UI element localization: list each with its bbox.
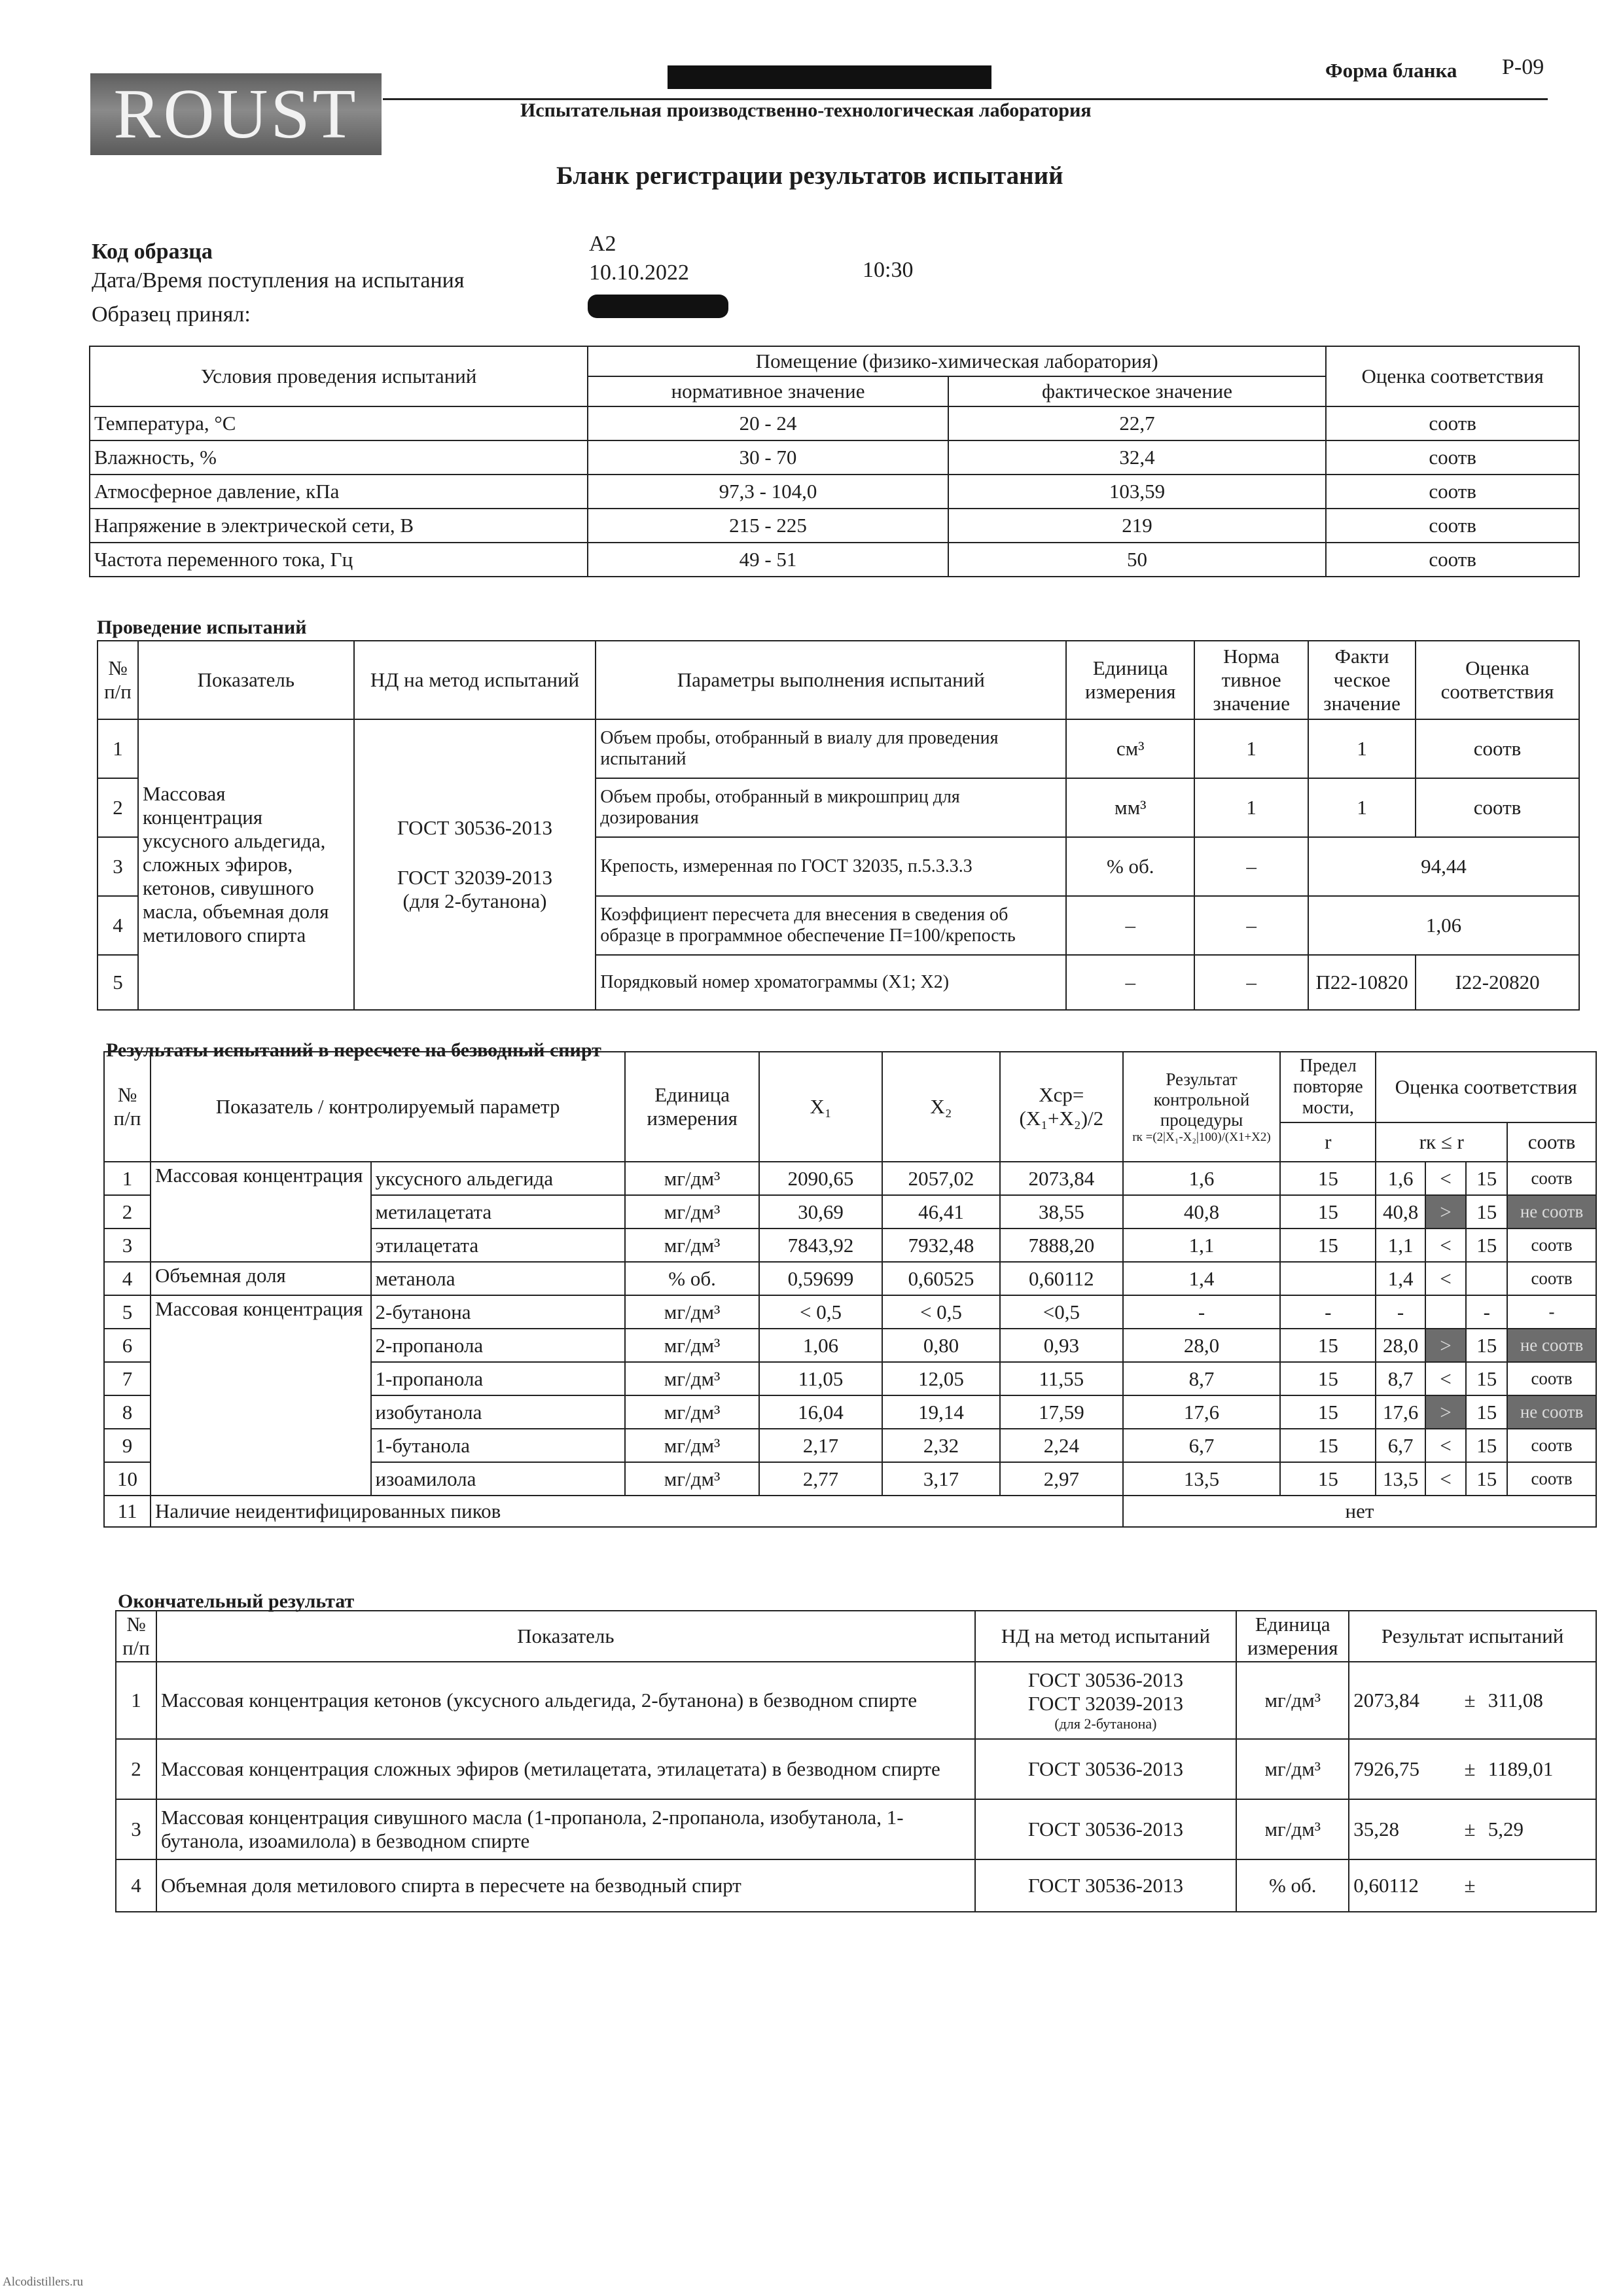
test-norm: 1 [1194,719,1308,778]
results-h-rk: rк ≤ r [1376,1122,1507,1162]
results-title: Результаты испытаний в пересчете на безводный спирт [106,1039,601,1061]
result-control: 1,1 [1123,1229,1280,1262]
final-indicator: Массовая концентрация кетонов (уксусного альдегида, 2-бутанона) в безводном спирте [156,1662,975,1739]
result-unit: мг/дм³ [625,1195,759,1229]
result-row [104,1162,1596,1195]
final-nd3: (для 2-бутанона) [1054,1715,1157,1732]
redacted-header [668,65,991,89]
final-nd2: ГОСТ 32039-2013 [1027,1692,1183,1715]
conditions-table [89,346,1580,577]
result-num: 3 [104,1229,151,1262]
tests-h-unit: Единица измерения [1066,641,1194,719]
test-norm: – [1194,837,1308,896]
final-title: Окончательный результат [118,1590,355,1612]
test-param: Коэффициент пересчета для внесения в сведения об образце в программное обеспечение П=100/крепость [596,896,1066,955]
result-xcp: 38,55 [1000,1195,1123,1229]
final-pm: ± [1464,1818,1476,1840]
test-unit: см³ [1066,719,1194,778]
result-name: этилацетата [371,1229,626,1262]
tests-h-assess: Оценка соответствия [1416,641,1579,719]
result-group-label: Массовая концентрация [151,1295,370,1496]
result-x2: 12,05 [882,1362,1000,1395]
result-x2: 2057,02 [882,1162,1000,1195]
final-nd: ГОСТ 30536-2013 [975,1799,1237,1859]
final-num: 1 [116,1662,156,1739]
result-name: уксусного альдегида [371,1162,626,1195]
test-fact: 1 [1308,778,1416,837]
test-value: 94,44 [1308,837,1579,896]
final-err: 1189,01 [1488,1757,1554,1780]
sample-code-label: Код образца [92,240,213,264]
result-x1: 2090,65 [759,1162,882,1195]
final-result [1349,1662,1596,1739]
condition-norm: 49 - 51 [588,543,948,577]
result-limit [1280,1262,1376,1295]
result-xcp: 7888,20 [1000,1229,1123,1262]
result-name: изобутанола [371,1395,626,1429]
result-x2: 19,14 [882,1395,1000,1429]
result-rk: 13,5 [1376,1462,1425,1496]
final-pm: ± [1464,1689,1476,1712]
result-xcp: 0,93 [1000,1329,1123,1362]
test-value: 1,06 [1308,896,1579,955]
result-limit: 15 [1280,1229,1376,1262]
result-num: 2 [104,1195,151,1229]
final-indicator: Массовая концентрация сивушного масла (1-пропанола, 2-пропанола, изобутанола, 1-бутанола, изоамилола) в безводном спирте [156,1799,975,1859]
result-name: метилацетата [371,1195,626,1229]
result-unit: мг/дм³ [625,1229,759,1262]
final-unit: % об. [1236,1859,1349,1912]
result-lim: 15 [1466,1429,1507,1462]
final-table [115,1610,1597,1912]
condition-norm: 97,3 - 104,0 [588,475,948,509]
result-unidentified-value: нет [1123,1496,1596,1527]
result-op: > [1425,1195,1467,1229]
result-rk: 1,1 [1376,1229,1425,1262]
result-limit: 15 [1280,1329,1376,1362]
result-name: 2-пропанола [371,1329,626,1362]
results-h-limit: Предел повторяе мости, [1280,1052,1376,1122]
result-assess: соотв [1507,1462,1596,1496]
result-assess: не соотв [1507,1329,1596,1362]
final-h-indicator: Показатель [156,1611,975,1662]
condition-norm: 215 - 225 [588,509,948,543]
results-h-control-formula: rк =(2|X₁-X₂|100)/(X1+X2) [1132,1130,1271,1144]
results-h-xcp: Xср= (X₁+X₂)/2 [1000,1052,1123,1162]
test-param: Объем пробы, отобранный в виалу для проведения испытаний [596,719,1066,778]
results-h-unit: Единица измерения [625,1052,759,1162]
result-control: 40,8 [1123,1195,1280,1229]
result-xcp: <0,5 [1000,1295,1123,1329]
condition-name: Влажность, % [90,440,588,475]
result-num: 9 [104,1429,151,1462]
test-fact: 1 [1308,719,1416,778]
test-norm: – [1194,955,1308,1010]
test-fact: П22-10820 [1308,955,1416,1010]
tests-h-params: Параметры выполнения испытаний [596,641,1066,719]
result-num: 11 [104,1496,151,1527]
result-name: метанола [371,1262,626,1295]
result-name: изоамилола [371,1462,626,1496]
tests-nd3: (для 2-бутанона) [402,889,547,912]
final-h-result: Результат испытаний [1349,1611,1596,1662]
result-op: < [1425,1162,1467,1195]
result-num: 10 [104,1462,151,1496]
result-limit: 15 [1280,1195,1376,1229]
form-code: Р-09 [1502,55,1544,79]
final-value: 7926,75 [1353,1757,1419,1780]
test-assess: соотв [1416,778,1579,837]
results-h-limit-r: r [1280,1122,1376,1162]
final-num: 4 [116,1859,156,1912]
condition-assess: соотв [1326,509,1579,543]
result-x1: 30,69 [759,1195,882,1229]
result-assess: не соотв [1507,1195,1596,1229]
result-unit: мг/дм³ [625,1462,759,1496]
tests-nd2: ГОСТ 32039-2013 [397,866,553,889]
result-op: < [1425,1462,1467,1496]
result-x1: 1,06 [759,1329,882,1362]
result-row [104,1295,1596,1329]
final-pm: ± [1464,1757,1476,1780]
result-x2: 46,41 [882,1195,1000,1229]
date-value: 10.10.2022 [589,260,689,285]
result-op [1425,1295,1467,1329]
result-x1: 7843,92 [759,1229,882,1262]
result-xcp: 0,60112 [1000,1262,1123,1295]
test-param: Крепость, измеренная по ГОСТ 32035, п.5.3.3.3 [596,837,1066,896]
result-control: 1,6 [1123,1162,1280,1195]
result-unidentified-label: Наличие неидентифицированных пиков [151,1496,1123,1527]
result-num: 5 [104,1295,151,1329]
result-rk: 40,8 [1376,1195,1425,1229]
final-indicator: Объемная доля метилового спирта в пересчете на безводный спирт [156,1859,975,1912]
result-unit: мг/дм³ [625,1162,759,1195]
tests-h-fact: Факти ческое значение [1308,641,1416,719]
result-control: - [1123,1295,1280,1329]
result-lim: 15 [1466,1162,1507,1195]
final-pm: ± [1464,1874,1476,1897]
final-value: 2073,84 [1353,1689,1419,1712]
result-name: 2-бутанона [371,1295,626,1329]
condition-actual: 32,4 [948,440,1326,475]
result-rk: 1,4 [1376,1262,1425,1295]
final-num: 2 [116,1739,156,1799]
date-label: Дата/Время поступления на испытания [92,268,465,293]
conditions-header-assess: Оценка соответствия [1326,346,1579,406]
result-assess: - [1507,1295,1596,1329]
result-x2: < 0,5 [882,1295,1000,1329]
result-lim: 15 [1466,1329,1507,1362]
tests-h-nd: НД на метод испытаний [354,641,596,719]
results-body [104,1162,1596,1496]
test-num: 4 [98,896,138,955]
test-num: 2 [98,778,138,837]
condition-actual: 50 [948,543,1326,577]
result-row [104,1262,1596,1295]
result-lim: 15 [1466,1462,1507,1496]
final-h-nd: НД на метод испытаний [975,1611,1237,1662]
condition-name: Напряжение в электрической сети, В [90,509,588,543]
conditions-header-room: Помещение (физико-химическая лаборатория) [588,346,1326,376]
condition-assess: соотв [1326,475,1579,509]
result-limit: 15 [1280,1462,1376,1496]
test-assess: соотв [1416,719,1579,778]
result-rk: 17,6 [1376,1395,1425,1429]
result-assess: не соотв [1507,1395,1596,1429]
result-limit: - [1280,1295,1376,1329]
result-x2: 3,17 [882,1462,1000,1496]
result-rk: 6,7 [1376,1429,1425,1462]
test-unit: – [1066,955,1194,1010]
result-control: 1,4 [1123,1262,1280,1295]
tests-h-norm: Норма тивное значение [1194,641,1308,719]
result-op: > [1425,1329,1467,1362]
condition-norm: 20 - 24 [588,406,948,440]
test-num: 1 [98,719,138,778]
result-control: 17,6 [1123,1395,1280,1429]
result-x1: 11,05 [759,1362,882,1395]
document-title: Бланк регистрации результатов испытаний [556,162,1063,190]
conditions-header-norm: нормативное значение [588,376,948,406]
result-xcp: 2073,84 [1000,1162,1123,1195]
result-limit: 15 [1280,1429,1376,1462]
test-param: Объем пробы, отобранный в микрошприц для дозирования [596,778,1066,837]
sample-code-value: А2 [589,232,616,256]
watermark: Alcodistillers.ru [3,2275,83,2289]
accepted-label: Образец принял: [92,302,251,327]
result-unit: % об. [625,1262,759,1295]
result-x1: < 0,5 [759,1295,882,1329]
result-rk: 28,0 [1376,1329,1425,1362]
result-lim: 15 [1466,1195,1507,1229]
result-op: > [1425,1395,1467,1429]
final-result [1349,1859,1596,1912]
result-name: 1-пропанола [371,1362,626,1395]
final-unit: мг/дм³ [1236,1739,1349,1799]
final-err: 311,08 [1488,1689,1543,1712]
test-unit: % об. [1066,837,1194,896]
result-group-label: Массовая концентрация [151,1162,370,1262]
test-norm: 1 [1194,778,1308,837]
test-unit: мм³ [1066,778,1194,837]
test-unit: – [1066,896,1194,955]
result-unit: мг/дм³ [625,1329,759,1362]
result-control: 13,5 [1123,1462,1280,1496]
result-control: 6,7 [1123,1429,1280,1462]
tests-title: Проведение испытаний [97,617,307,638]
final-h-unit: Единица измерения [1236,1611,1349,1662]
tests-h-num: № п/п [98,641,138,719]
condition-assess: соотв [1326,543,1579,577]
result-name: 1-бутанола [371,1429,626,1462]
result-limit: 15 [1280,1362,1376,1395]
final-num: 3 [116,1799,156,1859]
test-num: 5 [98,955,138,1010]
result-x2: 7932,48 [882,1229,1000,1262]
results-h-control-text: Результат контрольной процедуры [1153,1069,1250,1130]
result-group-label: Объемная доля [151,1262,370,1295]
final-err: 5,29 [1488,1818,1524,1840]
result-num: 4 [104,1262,151,1295]
conditions-header-actual: фактическое значение [948,376,1326,406]
final-nd1: ГОСТ 30536-2013 [1027,1668,1183,1691]
condition-assess: соотв [1326,440,1579,475]
final-nd: ГОСТ 30536-2013 [975,1739,1237,1799]
result-unit: мг/дм³ [625,1429,759,1462]
result-num: 6 [104,1329,151,1362]
result-num: 8 [104,1395,151,1429]
results-h-sootv: соотв [1507,1122,1596,1162]
result-limit: 15 [1280,1162,1376,1195]
condition-name: Атмосферное давление, кПа [90,475,588,509]
results-table [103,1051,1597,1528]
final-nd [975,1662,1237,1739]
results-h-num: № п/п [104,1052,151,1162]
condition-actual: 22,7 [948,406,1326,440]
final-h-num: № п/п [116,1611,156,1662]
lab-name: Испытательная производственно-технологическая лаборатория [520,99,1092,121]
final-result [1349,1799,1596,1859]
result-rk: - [1376,1295,1425,1329]
results-h-x2: X₂ [882,1052,1000,1162]
result-x1: 16,04 [759,1395,882,1429]
result-lim: 15 [1466,1229,1507,1262]
condition-actual: 103,59 [948,475,1326,509]
result-op: < [1425,1262,1467,1295]
result-x1: 0,59699 [759,1262,882,1295]
result-x2: 0,60525 [882,1262,1000,1295]
tests-h-indicator: Показатель [138,641,354,719]
final-value: 35,28 [1353,1818,1399,1840]
test-param: Порядковый номер хроматограммы (Х1; Х2) [596,955,1066,1010]
results-h-control [1123,1052,1280,1162]
results-h-x1: X₁ [759,1052,882,1162]
final-unit: мг/дм³ [1236,1662,1349,1739]
test-norm: – [1194,896,1308,955]
final-unit: мг/дм³ [1236,1799,1349,1859]
tests-nd1: ГОСТ 30536-2013 [397,816,553,839]
results-h-assess: Оценка соответствия [1376,1052,1596,1122]
result-num: 7 [104,1362,151,1395]
result-control: 8,7 [1123,1362,1280,1395]
final-value: 0,60112 [1353,1874,1419,1897]
tests-nd [354,719,596,1010]
result-op: < [1425,1429,1467,1462]
form-label: Форма бланка [1325,59,1457,82]
result-xcp: 2,24 [1000,1429,1123,1462]
result-xcp: 11,55 [1000,1362,1123,1395]
final-nd: ГОСТ 30536-2013 [975,1859,1237,1912]
test-assess: I22-20820 [1416,955,1579,1010]
result-assess: соотв [1507,1229,1596,1262]
result-control: 28,0 [1123,1329,1280,1362]
result-limit: 15 [1280,1395,1376,1429]
result-unit: мг/дм³ [625,1362,759,1395]
result-x2: 2,32 [882,1429,1000,1462]
result-assess: соотв [1507,1162,1596,1195]
condition-actual: 219 [948,509,1326,543]
tests-table [97,640,1580,1011]
conditions-header-param: Условия проведения испытаний [90,346,588,406]
result-num: 1 [104,1162,151,1195]
result-lim [1466,1262,1507,1295]
condition-name: Частота переменного тока, Гц [90,543,588,577]
result-op: < [1425,1229,1467,1262]
result-x1: 2,17 [759,1429,882,1462]
result-assess: соотв [1507,1262,1596,1295]
result-assess: соотв [1507,1362,1596,1395]
result-lim: - [1466,1295,1507,1329]
tests-indicator: Массовая концентрация уксусного альдегида, сложных эфиров, кетонов, сивушного масла, объемная доля метилового спирта [138,719,354,1010]
roust-logo: ROUST [90,73,382,155]
result-rk: 1,6 [1376,1162,1425,1195]
result-rk: 8,7 [1376,1362,1425,1395]
result-lim: 15 [1466,1362,1507,1395]
result-xcp: 17,59 [1000,1395,1123,1429]
result-assess: соотв [1507,1429,1596,1462]
result-unit: мг/дм³ [625,1395,759,1429]
result-xcp: 2,97 [1000,1462,1123,1496]
redacted-signature [588,295,728,318]
result-op: < [1425,1362,1467,1395]
condition-norm: 30 - 70 [588,440,948,475]
final-indicator: Массовая концентрация сложных эфиров (метилацетата, этилацетата) в безводном спирте [156,1739,975,1799]
result-x2: 0,80 [882,1329,1000,1362]
result-x1: 2,77 [759,1462,882,1496]
result-lim: 15 [1466,1395,1507,1429]
results-h-param: Показатель / контролируемый параметр [151,1052,625,1162]
condition-name: Температура, °С [90,406,588,440]
condition-assess: соотв [1326,406,1579,440]
test-num: 3 [98,837,138,896]
time-value: 10:30 [863,258,914,282]
result-unit: мг/дм³ [625,1295,759,1329]
final-result [1349,1739,1596,1799]
